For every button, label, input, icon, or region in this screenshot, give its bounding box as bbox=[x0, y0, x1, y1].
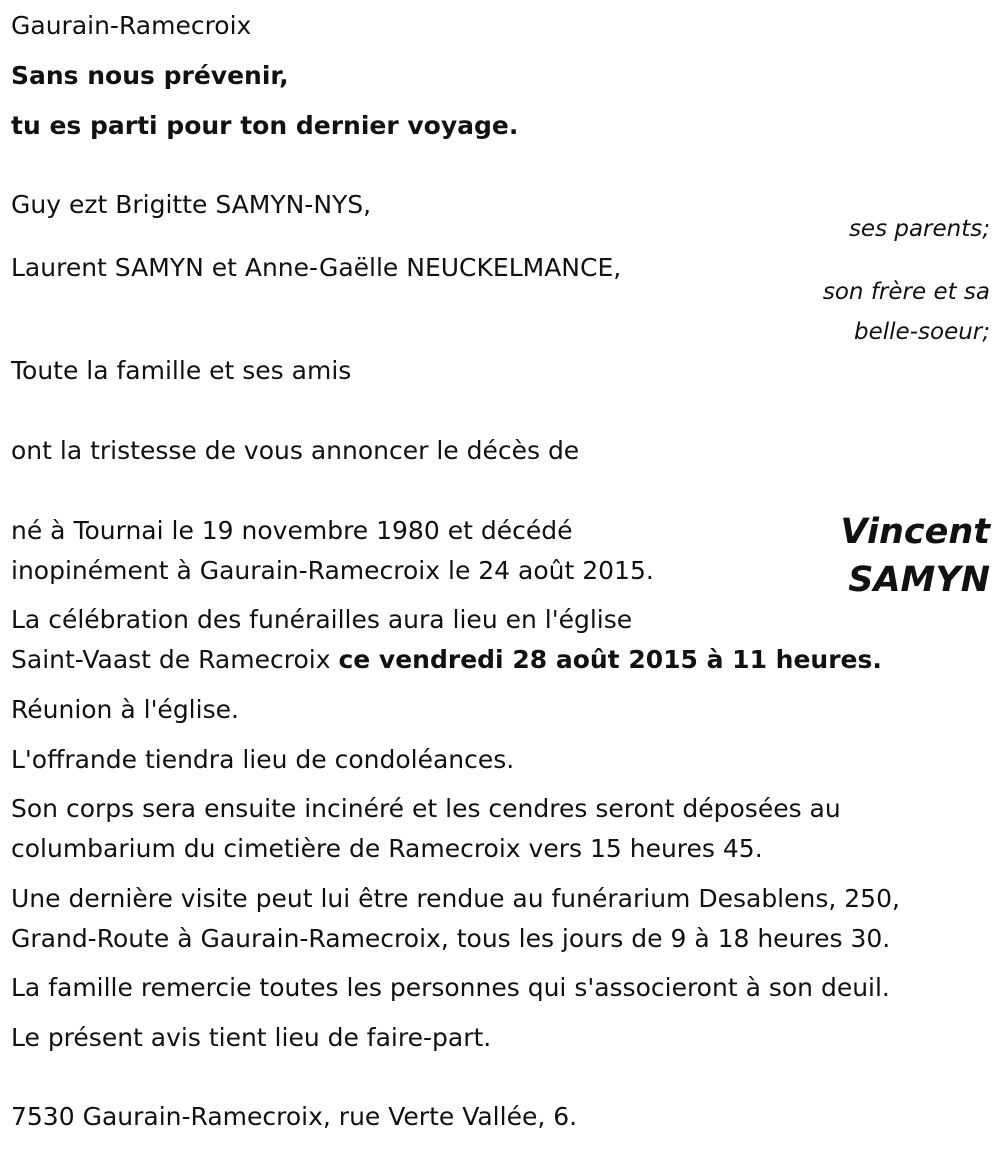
notice-line: Le présent avis tient lieu de faire-part. bbox=[11, 1023, 492, 1052]
cremation-line-2: columbarium du cimetière de Ramecroix vers 15 heures 45. bbox=[11, 834, 763, 863]
visit-line-2: Grand-Route à Gaurain-Ramecroix, tous les jours de 9 à 18 heures 30. bbox=[11, 924, 891, 953]
cremation-line-1: Son corps sera ensuite incinéré et les cendres seront déposées au bbox=[11, 794, 841, 823]
deceased-name bbox=[840, 508, 990, 604]
birth-death-line-1: né à Tournai le 19 novembre 1980 et décédé bbox=[11, 516, 573, 545]
deceased-first-name: Vincent bbox=[840, 512, 990, 552]
visit-line-1: Une dernière visite peut lui être rendue au funérarium Desablens, 250, bbox=[11, 884, 900, 913]
funeral-church: Saint-Vaast de Ramecroix bbox=[11, 645, 339, 674]
funeral-date: ce vendredi 28 août 2015 à 11 heures. bbox=[338, 645, 882, 674]
intro-line-1: Sans nous prévenir, bbox=[11, 61, 289, 90]
announcement: ont la tristesse de vous annoncer le décès de bbox=[11, 436, 580, 465]
parents-names: Guy ezt Brigitte SAMYN-NYS, bbox=[11, 190, 372, 219]
intro-line-2: tu es parti pour ton dernier voyage. bbox=[11, 111, 519, 140]
sibling-role-line-1: son frère et sa bbox=[822, 279, 990, 305]
deceased-last-name: SAMYN bbox=[848, 560, 990, 600]
location-header: Gaurain-Ramecroix bbox=[11, 11, 252, 40]
meeting-info: Réunion à l'église. bbox=[11, 695, 239, 724]
funeral-line-2 bbox=[11, 640, 882, 680]
offering-info: L'offrande tiendra lieu de condoléances. bbox=[11, 745, 515, 774]
funeral-line-1: La célébration des funérailles aura lieu en l'église bbox=[11, 605, 633, 634]
sibling-names: Laurent SAMYN et Anne-Gaëlle NEUCKELMANCE, bbox=[11, 253, 622, 282]
family-address: 7530 Gaurain-Ramecroix, rue Verte Vallée, 6. bbox=[11, 1102, 578, 1131]
family-and-friends: Toute la famille et ses amis bbox=[11, 356, 352, 385]
birth-death-line-2: inopinément à Gaurain-Ramecroix le 24 août 2015. bbox=[11, 556, 654, 585]
parents-role: ses parents; bbox=[848, 216, 990, 242]
sibling-role-line-2: belle-soeur; bbox=[854, 319, 990, 345]
thanks-line: La famille remercie toutes les personnes qui s'associeront à son deuil. bbox=[11, 973, 890, 1002]
